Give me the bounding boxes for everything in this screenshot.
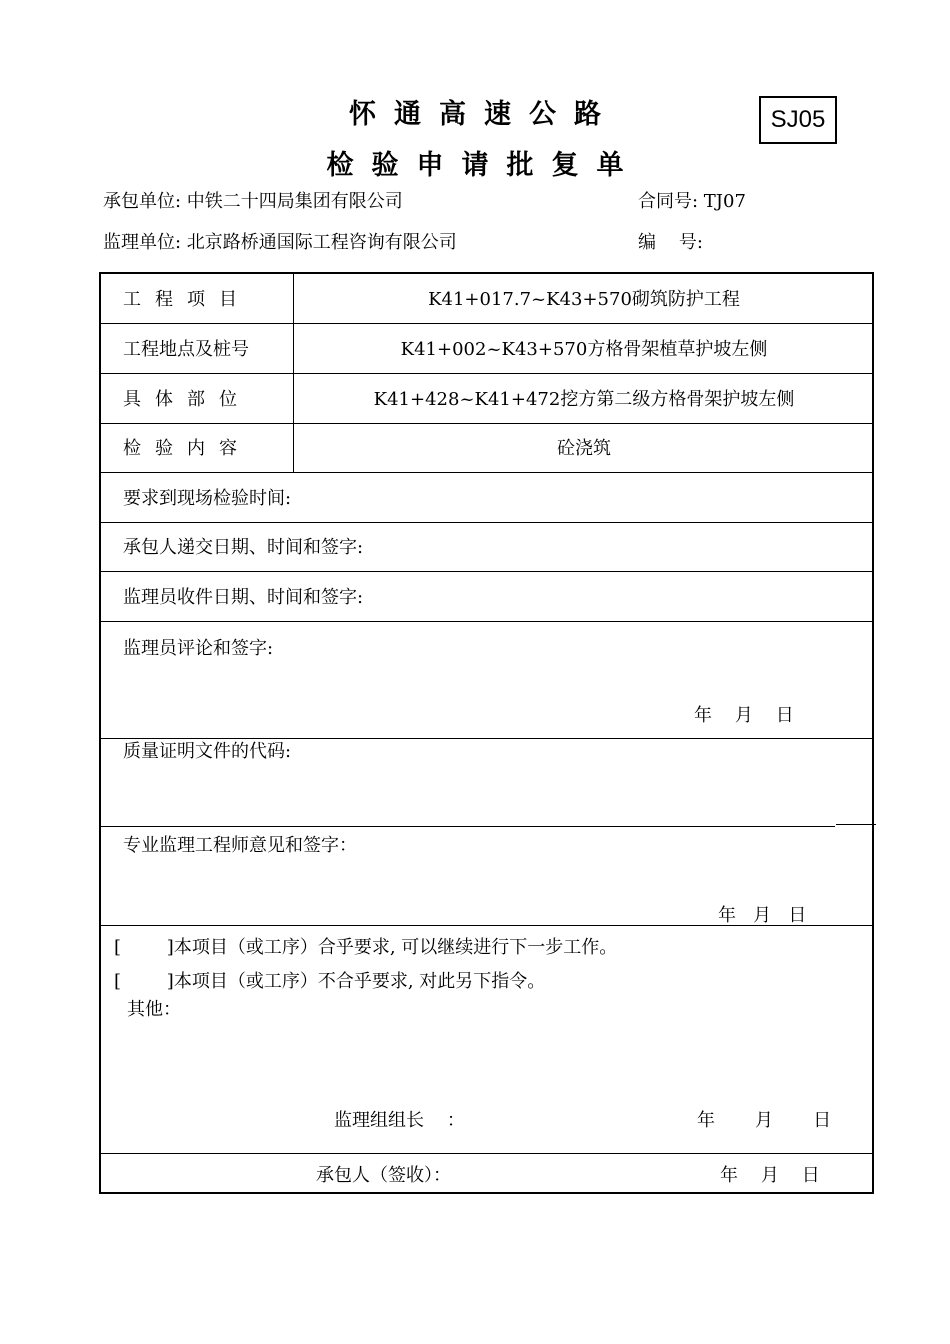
supervisor-value: 北京路桥通国际工程咨询有限公司	[186, 232, 457, 253]
receipt-date: 年 月 日	[720, 1165, 820, 1186]
contract-number-line	[638, 190, 746, 214]
document-subtitle: 检验申请批复单	[326, 150, 642, 181]
form-code-badge: SJ05	[759, 96, 837, 144]
quality-docs-edge-mark	[836, 824, 876, 825]
row-divider	[101, 323, 872, 324]
inspection-form-table	[99, 272, 874, 1194]
supervisor-line	[103, 231, 457, 255]
document-title: 怀通高速公路	[349, 99, 619, 130]
comment-date: 年 月 日	[694, 705, 794, 726]
row-divider	[101, 826, 835, 827]
option-pass: [ ]本项目（或工序）合乎要求, 可以继续进行下一步工作。	[114, 937, 618, 958]
row-divider	[101, 738, 872, 739]
leader-date: 年 月 日	[697, 1110, 832, 1131]
serial-number-label: 编 号:	[638, 232, 709, 253]
row-divider	[101, 522, 872, 523]
other-label: 其他：	[127, 999, 181, 1020]
label-position: 具体部位	[123, 389, 251, 410]
value-project: K41+017.7~K43+570砌筑防护工程	[428, 289, 740, 310]
label-project: 工程项目	[123, 289, 251, 310]
row-divider	[101, 621, 872, 622]
receipt-label: 承包人（签收）：	[316, 1165, 451, 1186]
field-engineer-opinion: 专业监理工程师意见和签字：	[123, 835, 357, 856]
field-supervisor-receive: 监理员收件日期、时间和签字:	[123, 587, 364, 608]
label-content: 检验内容	[123, 438, 251, 459]
contractor-value: 中铁二十四局集团有限公司	[186, 191, 403, 212]
engineer-date: 年 月 日	[718, 905, 807, 926]
field-inspection-time: 要求到现场检验时间:	[123, 488, 292, 509]
field-contractor-submit: 承包人递交日期、时间和签字:	[123, 537, 364, 558]
row-divider	[101, 423, 872, 424]
label-location: 工程地点及桩号	[123, 339, 249, 360]
row-divider	[101, 472, 872, 473]
field-quality-docs: 质量证明文件的代码:	[123, 741, 292, 762]
supervisor-label: 监理单位:	[103, 232, 187, 253]
contract-number-label: 合同号:	[638, 191, 704, 212]
contractor-label: 承包单位:	[103, 191, 187, 212]
serial-number-line	[638, 231, 709, 255]
row-divider	[101, 373, 872, 374]
row-divider	[101, 1153, 872, 1154]
value-position: K41+428~K41+472挖方第二级方格骨架护坡左侧	[373, 389, 795, 410]
row-divider	[101, 571, 872, 572]
option-fail: [ ]本项目（或工序）不合乎要求, 对此另下指令。	[114, 971, 546, 992]
field-supervisor-comment: 监理员评论和签字:	[123, 638, 274, 659]
value-location: K41+002~K43+570方格骨架植草护坡左侧	[400, 339, 768, 360]
value-content: 砼浇筑	[557, 438, 611, 459]
contractor-line	[103, 190, 403, 214]
leader-signature-label: 监理组组长 ：	[334, 1110, 465, 1131]
contract-number-value: TJ07	[703, 191, 746, 212]
